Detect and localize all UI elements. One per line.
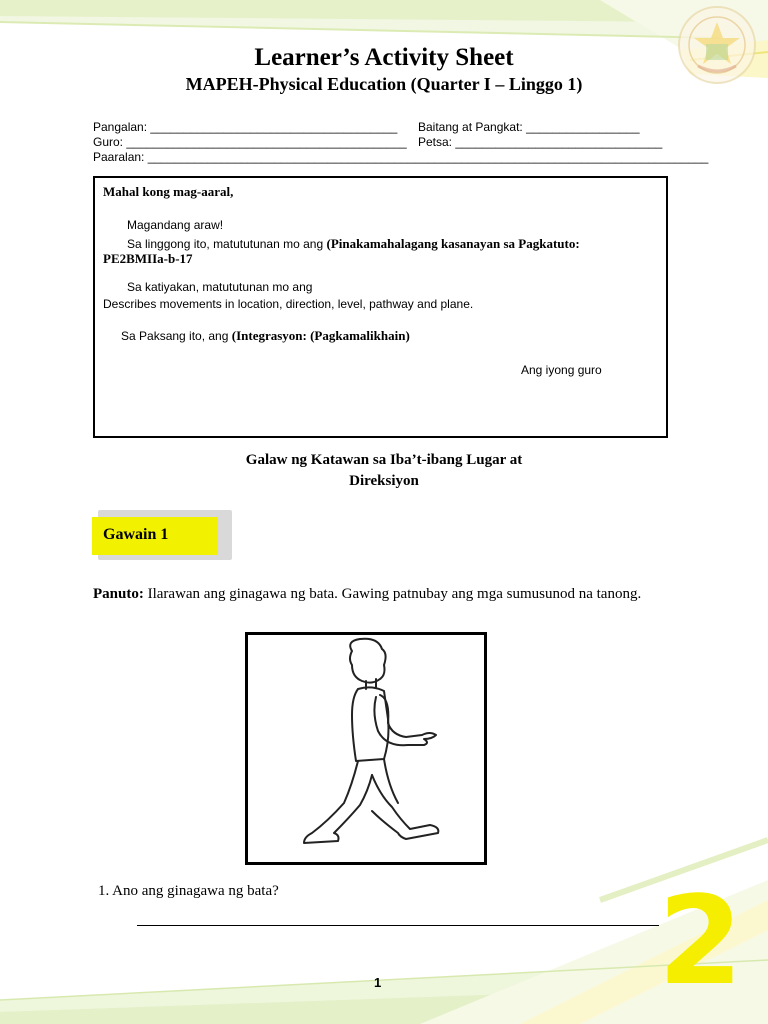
grade-number: 2 [658,870,743,1012]
letter-linggong-bold: (Pinakamahalagang kasanayan sa Pagkatuto: [326,236,580,251]
letter-signature: Ang iyong guro [521,363,602,377]
instructions-label: Panuto: [93,586,144,602]
topic-line-1: Galaw ng Katawan sa Iba’t-ibang Lugar at [245,452,523,468]
letter-linggong [127,236,580,252]
letter-paksang [121,328,410,344]
topic-line-2: Direksiyon [349,473,419,489]
page-number: 1 [374,975,382,990]
letter-greeting: Mahal kong mag-aaral, [103,184,234,199]
question-1: 1. Ano ang ginagawa ng bata? [98,883,279,899]
grade-section-field[interactable]: Baitang at Pangkat: _________________ [418,120,640,134]
topic-heading [0,450,768,492]
gawain-label: Gawain 1 [103,526,169,543]
teacher-field[interactable]: Guro: __________________________________________ [93,135,407,149]
school-field[interactable]: Paaralan: ____________________________________________________________________________________ [93,150,709,164]
letter-paksang-bold: (Integrasyon: (Pagkamalikhain) [231,328,410,343]
letter-box [93,176,668,438]
competency-code: PE2BMIIa-b-17 [103,251,193,266]
name-field[interactable]: Pangalan: _____________________________________ [93,120,398,134]
walking-child-illustration [248,635,484,862]
letter-katiyakan: Sa katiyakan, matututunan mo ang [127,280,313,294]
letter-describes: Describes movements in location, direction, level, pathway and plane. [103,297,474,311]
instructions [93,583,653,605]
page-title: Learner’s Activity Sheet [254,44,514,71]
page-subtitle: MAPEH-Physical Education (Quarter I – Linggo 1) [185,74,583,94]
instructions-text: Ilarawan ang ginagawa ng bata. Gawing patnubay ang mga sumusunod na tanong. [143,586,642,602]
date-field[interactable]: Petsa: _______________________________ [418,135,663,149]
walking-child-picture [245,632,487,865]
answer-line[interactable] [137,925,659,926]
letter-magandang: Magandang araw! [127,218,224,232]
letter-linggong-text: Sa linggong ito, matututunan mo ang [127,237,327,251]
letter-paksang-text: Sa Paksang ito, ang [121,329,232,343]
